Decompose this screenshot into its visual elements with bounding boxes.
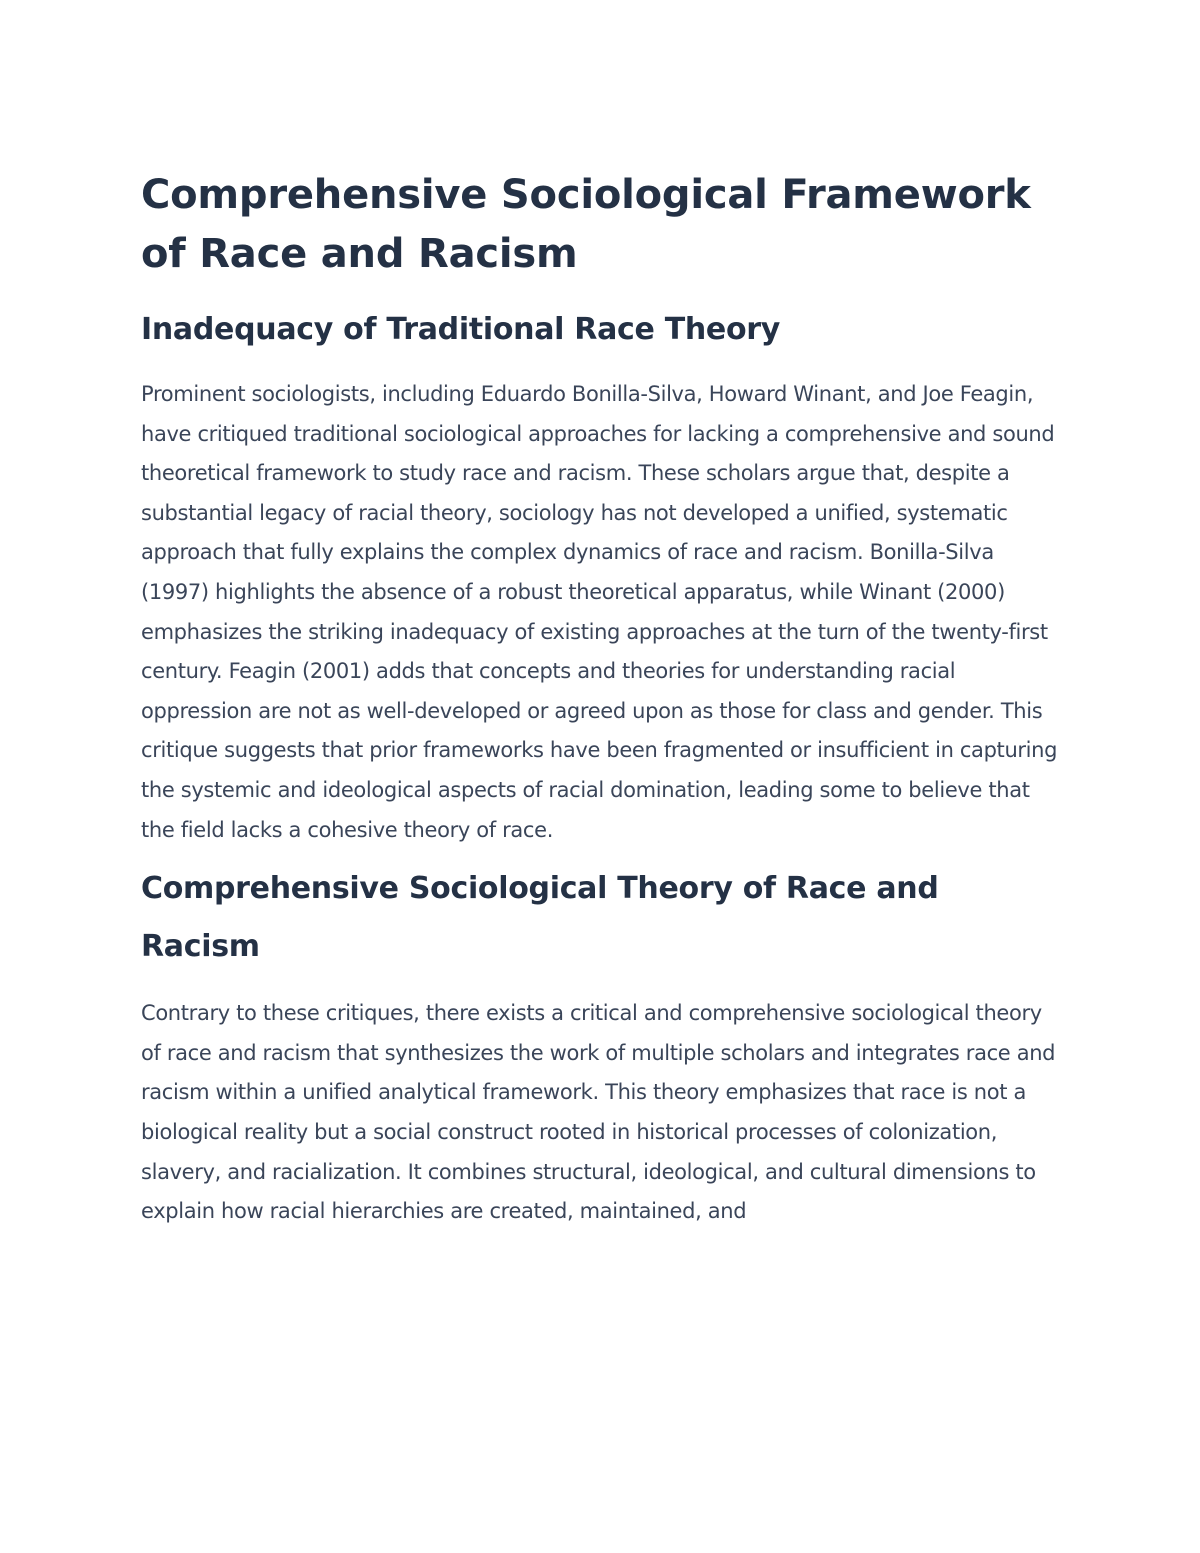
- section-paragraph-inadequacy: Prominent sociologists, including Eduardo Bonilla-Silva, Howard Winant, and Joe Feagin, have critiqued traditional sociological approaches for lacking a comprehensive and sound theoretical framework to study race and racism. These scholars argue that, despite a substantial legacy of racial theory, sociology has not developed a unified, systematic approach that fully explains the complex dynamics of race and racism. Bonilla-Silva (1997) highlights the absence of a robust theoretical apparatus, while Winant (2000) emphasizes the striking inadequacy of existing approaches at the turn of the twenty-first century. Feagin (2001) adds that concepts and theories for understanding racial oppression are not as well-developed or agreed upon as those for class and gender. This critique suggests that prior frameworks have been fragmented or insufficient in capturing the systemic and ideological aspects of racial domination, leading some to believe that the field lacks a cohesive theory of race.: [141, 382, 1058, 842]
- section-paragraph-comprehensive-theory: Contrary to these critiques, there exists a critical and comprehensive sociological theory of race and racism that synthesizes the work of multiple scholars and integrates race and racism within a unified analytical framework. This theory emphasizes that race is not a biological reality but a social construct rooted in historical processes of colonization, slavery, and racialization. It combines structural, ideological, and cultural dimensions to explain how racial hierarchies are created, maintained, and: [141, 1001, 1056, 1224]
- document-content: [141, 166, 1061, 1232]
- section-heading-inadequacy: Inadequacy of Traditional Race Theory: [141, 312, 781, 347]
- section-heading-comprehensive-theory: Comprehensive Sociological Theory of Race and Racism: [141, 871, 939, 965]
- document-title: Comprehensive Sociological Framework of Race and Racism: [141, 172, 1031, 277]
